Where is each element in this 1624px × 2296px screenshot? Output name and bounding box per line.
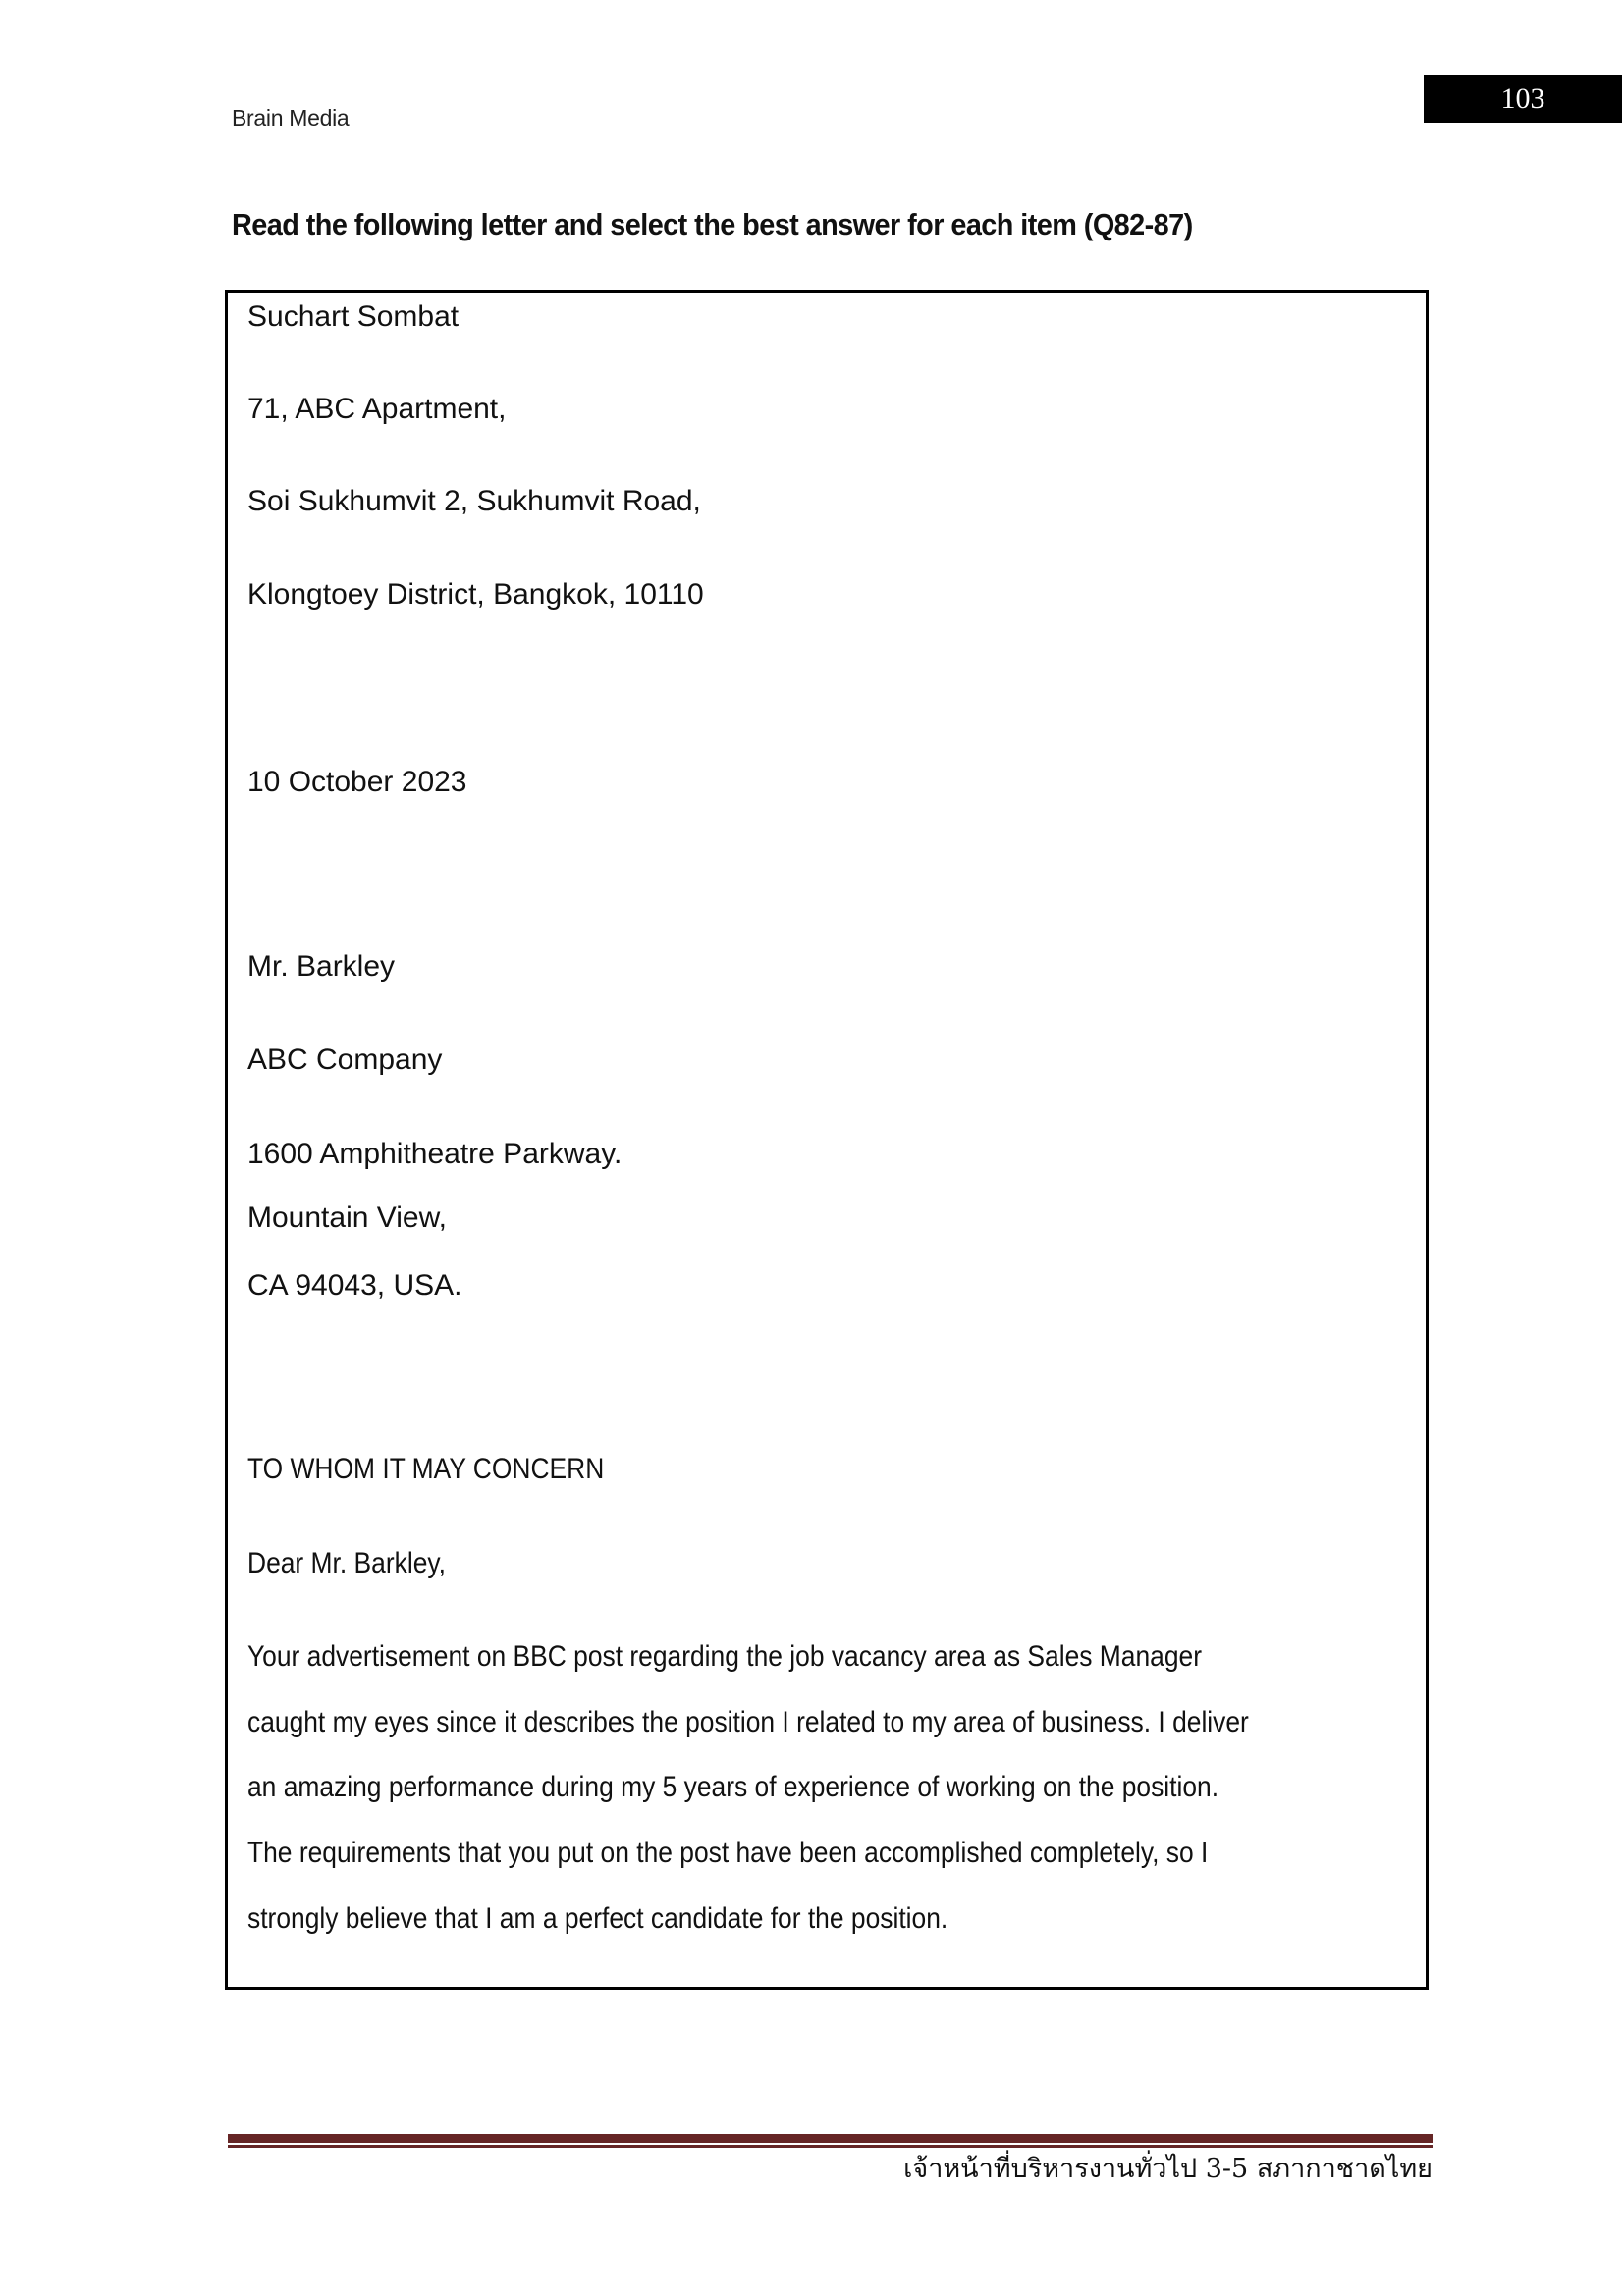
footer-title: เจ้าหน้าที่บริหารงานทั่วไป 3-5 สภากาชาดไทย <box>903 2154 1433 2184</box>
sender-address-line-1: 71, ABC Apartment, <box>247 393 507 425</box>
body-line: strongly believe that I am a perfect candidate for the position. <box>247 1902 948 1935</box>
sender-name: Suchart Sombat <box>247 300 460 333</box>
recipient-name: Mr. Barkley <box>247 950 396 983</box>
sender-address-line-2: Soi Sukhumvit 2, Sukhumvit Road, <box>247 485 701 517</box>
body-line: caught my eyes since it describes the position I related to my area of business. I deliver <box>247 1706 1249 1738</box>
letter-date: 10 October 2023 <box>247 766 467 798</box>
page-number-badge: 103 <box>1424 75 1622 123</box>
footer-divider-thick <box>228 2134 1433 2143</box>
recipient-address-line-1: 1600 Amphitheatre Parkway. <box>247 1138 623 1170</box>
salutation: Dear Mr. Barkley, <box>247 1547 446 1579</box>
publisher-name: Brain Media <box>232 105 350 131</box>
recipient-address-line-2: Mountain View, <box>247 1201 447 1234</box>
body-line: The requirements that you put on the post have been accomplished completely, so I <box>247 1837 1209 1869</box>
sender-address-line-3: Klongtoey District, Bangkok, 10110 <box>247 578 704 611</box>
instructions-heading: Read the following letter and select the best answer for each item (Q82-87) <box>232 207 1193 241</box>
attention-line: TO WHOM IT MAY CONCERN <box>247 1453 605 1485</box>
footer-divider-thin <box>228 2145 1433 2148</box>
recipient-address-line-3: CA 94043, USA. <box>247 1269 462 1302</box>
body-line: an amazing performance during my 5 years of experience of working on the position. <box>247 1771 1219 1803</box>
recipient-company: ABC Company <box>247 1043 443 1076</box>
body-line: Your advertisement on BBC post regarding the job vacancy area as Sales Manager <box>247 1640 1203 1673</box>
